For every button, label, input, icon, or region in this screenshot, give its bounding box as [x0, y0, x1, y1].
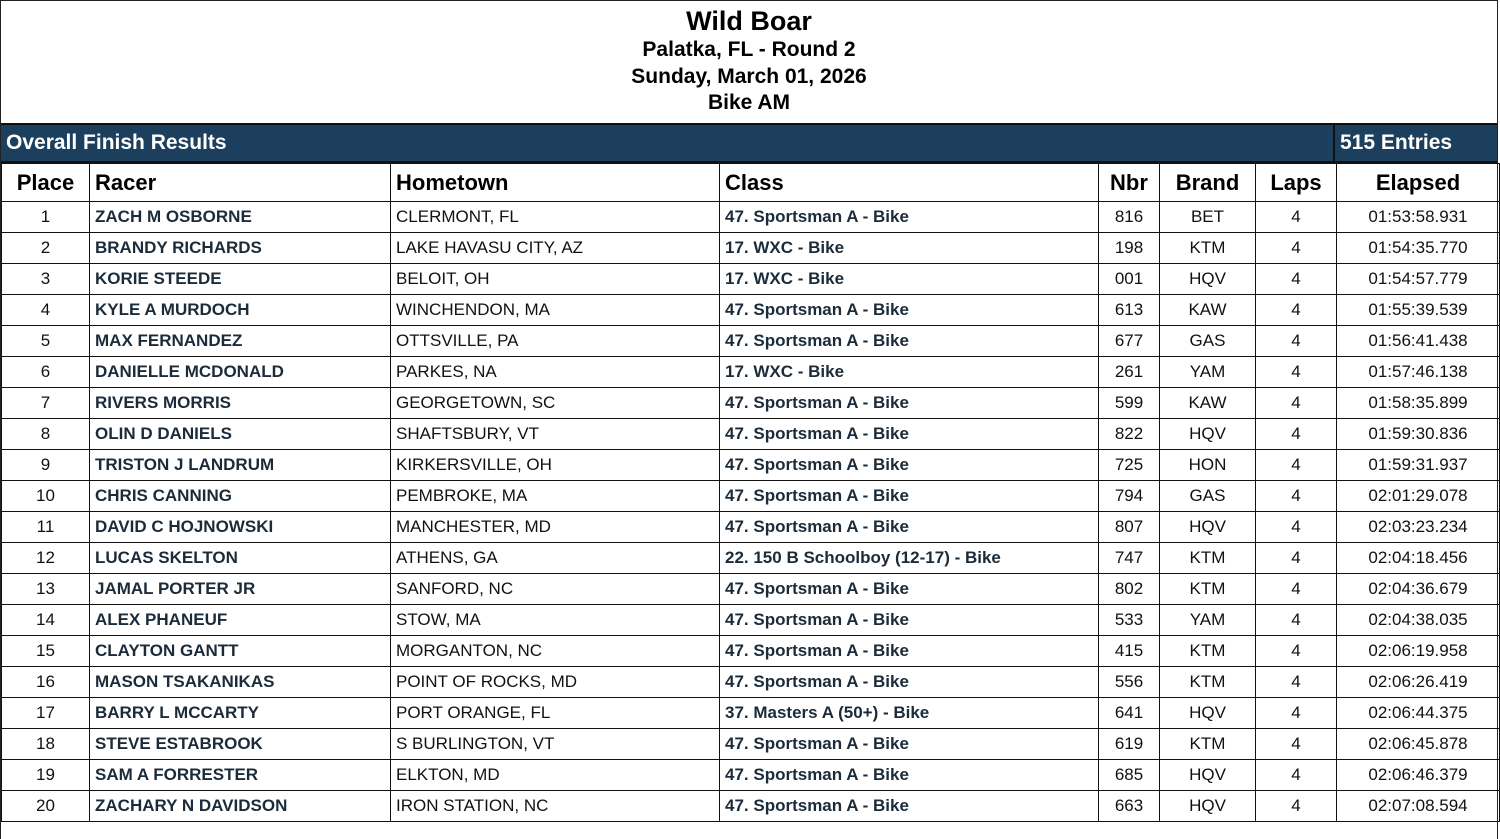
laps-cell: 4	[1256, 760, 1337, 791]
laps-cell: 4	[1256, 450, 1337, 481]
class-link[interactable]: 47. Sportsman A - Bike	[720, 512, 1099, 543]
place-cell: 1	[2, 202, 90, 233]
entries-count: 515 Entries	[1333, 125, 1497, 161]
place-cell: 11	[2, 512, 90, 543]
laps-cell: 4	[1256, 729, 1337, 760]
brand-cell: YAM	[1160, 605, 1256, 636]
class-link[interactable]: 22. 150 B Schoolboy (12-17) - Bike	[720, 543, 1099, 574]
table-row	[2, 667, 1500, 698]
racer-name-link[interactable]: KORIE STEEDE	[90, 264, 391, 295]
place-cell: 12	[2, 543, 90, 574]
class-link[interactable]: 17. WXC - Bike	[720, 264, 1099, 295]
place-cell: 7	[2, 388, 90, 419]
table-row	[2, 605, 1500, 636]
hometown-cell: MANCHESTER, MD	[391, 512, 720, 543]
elapsed-cell: 01:55:39.539	[1337, 295, 1500, 326]
laps-cell: 4	[1256, 264, 1337, 295]
brand-cell: KAW	[1160, 388, 1256, 419]
place-cell: 15	[2, 636, 90, 667]
brand-cell: KAW	[1160, 295, 1256, 326]
brand-cell: KTM	[1160, 543, 1256, 574]
laps-cell: 4	[1256, 791, 1337, 822]
racer-name-link[interactable]: TRISTON J LANDRUM	[90, 450, 391, 481]
column-header-brand[interactable]: Brand	[1160, 164, 1256, 202]
brand-cell: BET	[1160, 202, 1256, 233]
racer-name-link[interactable]: STEVE ESTABROOK	[90, 729, 391, 760]
number-cell: 415	[1099, 636, 1160, 667]
elapsed-cell: 02:06:46.379	[1337, 760, 1500, 791]
brand-cell: KTM	[1160, 574, 1256, 605]
class-link[interactable]: 47. Sportsman A - Bike	[720, 760, 1099, 791]
elapsed-cell: 01:54:35.770	[1337, 233, 1500, 264]
table-row	[2, 791, 1500, 822]
hometown-cell: KIRKERSVILLE, OH	[391, 450, 720, 481]
racer-name-link[interactable]: DAVID C HOJNOWSKI	[90, 512, 391, 543]
hometown-cell: SANFORD, NC	[391, 574, 720, 605]
hometown-cell: STOW, MA	[391, 605, 720, 636]
table-row	[2, 636, 1500, 667]
brand-cell: HQV	[1160, 698, 1256, 729]
laps-cell: 4	[1256, 295, 1337, 326]
results-title: Overall Finish Results	[6, 131, 227, 154]
class-link[interactable]: 47. Sportsman A - Bike	[720, 388, 1099, 419]
laps-cell: 4	[1256, 481, 1337, 512]
laps-cell: 4	[1256, 698, 1337, 729]
place-cell: 14	[2, 605, 90, 636]
number-cell: 198	[1099, 233, 1160, 264]
laps-cell: 4	[1256, 202, 1337, 233]
class-link[interactable]: 47. Sportsman A - Bike	[720, 481, 1099, 512]
hometown-cell: GEORGETOWN, SC	[391, 388, 720, 419]
table-row	[2, 233, 1500, 264]
racer-name-link[interactable]: BARRY L MCCARTY	[90, 698, 391, 729]
number-cell: 816	[1099, 202, 1160, 233]
number-cell: 747	[1099, 543, 1160, 574]
brand-cell: GAS	[1160, 326, 1256, 357]
number-cell: 725	[1099, 450, 1160, 481]
event-name: Wild Boar	[686, 6, 812, 36]
elapsed-cell: 02:06:44.375	[1337, 698, 1500, 729]
hometown-cell: ELKTON, MD	[391, 760, 720, 791]
elapsed-cell: 02:01:29.078	[1337, 481, 1500, 512]
elapsed-cell: 02:03:23.234	[1337, 512, 1500, 543]
elapsed-cell: 01:59:30.836	[1337, 419, 1500, 450]
class-link[interactable]: 47. Sportsman A - Bike	[720, 450, 1099, 481]
laps-cell: 4	[1256, 636, 1337, 667]
number-cell: 822	[1099, 419, 1160, 450]
results-bar	[1, 123, 1497, 163]
brand-cell: KTM	[1160, 233, 1256, 264]
table-row	[2, 295, 1500, 326]
column-header-hometown[interactable]: Hometown	[391, 164, 720, 202]
brand-cell: HQV	[1160, 419, 1256, 450]
racer-name-link[interactable]: MAX FERNANDEZ	[90, 326, 391, 357]
elapsed-cell: 01:53:58.931	[1337, 202, 1500, 233]
racer-name-link[interactable]: CLAYTON GANTT	[90, 636, 391, 667]
laps-cell: 4	[1256, 357, 1337, 388]
table-row	[2, 202, 1500, 233]
brand-cell: HQV	[1160, 264, 1256, 295]
laps-cell: 4	[1256, 605, 1337, 636]
elapsed-cell: 01:56:41.438	[1337, 326, 1500, 357]
hometown-cell: POINT OF ROCKS, MD	[391, 667, 720, 698]
racer-name-link[interactable]: BRANDY RICHARDS	[90, 233, 391, 264]
table-header-row	[2, 164, 1500, 202]
hometown-cell: MORGANTON, NC	[391, 636, 720, 667]
hometown-cell: PARKES, NA	[391, 357, 720, 388]
table-row	[2, 481, 1500, 512]
hometown-cell: CLERMONT, FL	[391, 202, 720, 233]
brand-cell: HQV	[1160, 512, 1256, 543]
elapsed-cell: 01:57:46.138	[1337, 357, 1500, 388]
number-cell: 807	[1099, 512, 1160, 543]
number-cell: 533	[1099, 605, 1160, 636]
place-cell: 20	[2, 791, 90, 822]
class-link[interactable]: 47. Sportsman A - Bike	[720, 419, 1099, 450]
number-cell: 599	[1099, 388, 1160, 419]
results-body	[2, 202, 1500, 822]
laps-cell: 4	[1256, 419, 1337, 450]
column-header-class[interactable]: Class	[720, 164, 1099, 202]
laps-cell: 4	[1256, 667, 1337, 698]
place-cell: 9	[2, 450, 90, 481]
class-link[interactable]: 47. Sportsman A - Bike	[720, 636, 1099, 667]
hometown-cell: OTTSVILLE, PA	[391, 326, 720, 357]
event-location-round: Palatka, FL - Round 2	[642, 38, 856, 61]
hometown-cell: IRON STATION, NC	[391, 791, 720, 822]
table-row	[2, 760, 1500, 791]
column-header-nbr[interactable]: Nbr	[1099, 164, 1160, 202]
racer-name-link[interactable]: MASON TSAKANIKAS	[90, 667, 391, 698]
racer-name-link[interactable]: RIVERS MORRIS	[90, 388, 391, 419]
elapsed-cell: 01:54:57.779	[1337, 264, 1500, 295]
table-row	[2, 326, 1500, 357]
table-row	[2, 543, 1500, 574]
brand-cell: KTM	[1160, 636, 1256, 667]
place-cell: 13	[2, 574, 90, 605]
column-header-laps[interactable]: Laps	[1256, 164, 1337, 202]
class-link[interactable]: 17. WXC - Bike	[720, 233, 1099, 264]
hometown-cell: S BURLINGTON, VT	[391, 729, 720, 760]
elapsed-cell: 02:06:45.878	[1337, 729, 1500, 760]
brand-cell: GAS	[1160, 481, 1256, 512]
laps-cell: 4	[1256, 512, 1337, 543]
number-cell: 802	[1099, 574, 1160, 605]
number-cell: 556	[1099, 667, 1160, 698]
place-cell: 3	[2, 264, 90, 295]
place-cell: 2	[2, 233, 90, 264]
table-row	[2, 419, 1500, 450]
elapsed-cell: 02:06:26.419	[1337, 667, 1500, 698]
class-link[interactable]: 37. Masters A (50+) - Bike	[720, 698, 1099, 729]
brand-cell: KTM	[1160, 667, 1256, 698]
laps-cell: 4	[1256, 543, 1337, 574]
place-cell: 18	[2, 729, 90, 760]
number-cell: 677	[1099, 326, 1160, 357]
table-row	[2, 512, 1500, 543]
hometown-cell: PORT ORANGE, FL	[391, 698, 720, 729]
elapsed-cell: 02:04:18.456	[1337, 543, 1500, 574]
elapsed-cell: 02:06:19.958	[1337, 636, 1500, 667]
number-cell: 794	[1099, 481, 1160, 512]
racer-name-link[interactable]: SAM A FORRESTER	[90, 760, 391, 791]
racer-name-link[interactable]: JAMAL PORTER JR	[90, 574, 391, 605]
brand-cell: HQV	[1160, 791, 1256, 822]
elapsed-cell: 01:58:35.899	[1337, 388, 1500, 419]
hometown-cell: LAKE HAVASU CITY, AZ	[391, 233, 720, 264]
racer-name-link[interactable]: OLIN D DANIELS	[90, 419, 391, 450]
elapsed-cell: 02:04:38.035	[1337, 605, 1500, 636]
racer-name-link[interactable]: CHRIS CANNING	[90, 481, 391, 512]
racer-name-link[interactable]: KYLE A MURDOCH	[90, 295, 391, 326]
place-cell: 4	[2, 295, 90, 326]
place-cell: 16	[2, 667, 90, 698]
racer-name-link[interactable]: DANIELLE MCDONALD	[90, 357, 391, 388]
column-header-elapsed[interactable]: Elapsed	[1337, 164, 1500, 202]
column-header-racer[interactable]: Racer	[90, 164, 391, 202]
laps-cell: 4	[1256, 326, 1337, 357]
brand-cell: KTM	[1160, 729, 1256, 760]
results-table	[1, 163, 1500, 822]
place-cell: 6	[2, 357, 90, 388]
table-row	[2, 698, 1500, 729]
event-header	[1, 1, 1497, 123]
hometown-cell: PEMBROKE, MA	[391, 481, 720, 512]
column-header-place[interactable]: Place	[2, 164, 90, 202]
class-link[interactable]: 47. Sportsman A - Bike	[720, 326, 1099, 357]
table-row	[2, 357, 1500, 388]
class-link[interactable]: 47. Sportsman A - Bike	[720, 574, 1099, 605]
racer-name-link[interactable]: LUCAS SKELTON	[90, 543, 391, 574]
racer-name-link[interactable]: ZACH M OSBORNE	[90, 202, 391, 233]
number-cell: 001	[1099, 264, 1160, 295]
racer-name-link[interactable]: ZACHARY N DAVIDSON	[90, 791, 391, 822]
elapsed-cell: 02:04:36.679	[1337, 574, 1500, 605]
number-cell: 641	[1099, 698, 1160, 729]
hometown-cell: WINCHENDON, MA	[391, 295, 720, 326]
place-cell: 10	[2, 481, 90, 512]
class-link[interactable]: 17. WXC - Bike	[720, 357, 1099, 388]
laps-cell: 4	[1256, 233, 1337, 264]
table-row	[2, 574, 1500, 605]
brand-cell: YAM	[1160, 357, 1256, 388]
laps-cell: 4	[1256, 574, 1337, 605]
class-link[interactable]: 47. Sportsman A - Bike	[720, 605, 1099, 636]
hometown-cell: ATHENS, GA	[391, 543, 720, 574]
class-link[interactable]: 47. Sportsman A - Bike	[720, 667, 1099, 698]
laps-cell: 4	[1256, 388, 1337, 419]
brand-cell: HQV	[1160, 760, 1256, 791]
brand-cell: HON	[1160, 450, 1256, 481]
place-cell: 17	[2, 698, 90, 729]
number-cell: 613	[1099, 295, 1160, 326]
place-cell: 8	[2, 419, 90, 450]
event-date: Sunday, March 01, 2026	[631, 64, 867, 88]
place-cell: 5	[2, 326, 90, 357]
table-row	[2, 450, 1500, 481]
event-session: Bike AM	[707, 91, 791, 114]
number-cell: 685	[1099, 760, 1160, 791]
hometown-cell: SHAFTSBURY, VT	[391, 419, 720, 450]
class-link[interactable]: 47. Sportsman A - Bike	[720, 202, 1099, 233]
table-row	[2, 264, 1500, 295]
number-cell: 663	[1099, 791, 1160, 822]
class-link[interactable]: 47. Sportsman A - Bike	[720, 791, 1099, 822]
number-cell: 619	[1099, 729, 1160, 760]
place-cell: 19	[2, 760, 90, 791]
table-row	[2, 388, 1500, 419]
elapsed-cell: 01:59:31.937	[1337, 450, 1500, 481]
class-link[interactable]: 47. Sportsman A - Bike	[720, 295, 1099, 326]
elapsed-cell: 02:07:08.594	[1337, 791, 1500, 822]
table-row	[2, 729, 1500, 760]
class-link[interactable]: 47. Sportsman A - Bike	[720, 729, 1099, 760]
hometown-cell: BELOIT, OH	[391, 264, 720, 295]
number-cell: 261	[1099, 357, 1160, 388]
racer-name-link[interactable]: ALEX PHANEUF	[90, 605, 391, 636]
